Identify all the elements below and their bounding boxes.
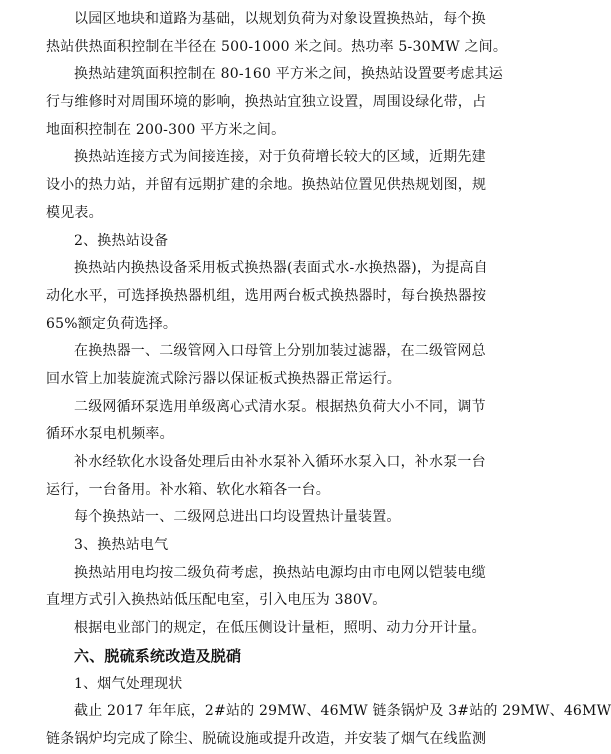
paragraph-line: 热站供热面积控制在半径在 500-1000 米之间。热功率 5-30MW 之间。 <box>46 38 508 55</box>
paragraph-line: 循环水泵电机频率。 <box>46 426 174 443</box>
section-subheading: 1、烟气处理现状 <box>74 675 183 692</box>
paragraph-line: 直埋方式引入换热站低压配电室，引入电压为 380V。 <box>46 592 387 609</box>
paragraph-line: 换热站用电均按二级负荷考虑，换热站电源均由市电网以铠装电缆 <box>74 564 486 581</box>
paragraph-line: 运行，一台备用。补水箱、软化水箱各一台。 <box>46 481 330 498</box>
paragraph-line: 动化水平，可选择换热器机组，选用两台板式换热器时，每台换热器按 <box>46 287 487 304</box>
paragraph-line: 补水经软化水设备处理后由补水泵补入循环水泵入口，补水泵一台 <box>74 454 486 470</box>
paragraph-line: 回水管上加装旋流式除污器以保证板式换热器正常运行。 <box>46 370 401 387</box>
paragraph-line: 设小的热力站，并留有远期扩建的余地。换热站位置见供热规划图，规 <box>46 177 487 194</box>
paragraph-line: 根据电业部门的规定，在低压侧设计量柜，照明、动力分开计量。 <box>74 620 486 637</box>
paragraph-line: 以园区地块和道路为基础，以规划负荷为对象设置换热站，每个换 <box>74 11 486 27</box>
paragraph-line: 二级网循环泵选用单级离心式清水泵。根据热负荷大小不同，调节 <box>74 398 486 415</box>
paragraph-line: 链条锅炉均完成了除尘、脱硫设施或提升改造，并安装了烟气在线监测 <box>46 730 487 747</box>
paragraph-line: 在换热器一、二级管网入口母管上分别加装过滤器，在二级管网总 <box>74 343 486 360</box>
paragraph-line: 65%额定负荷选择。 <box>46 315 178 332</box>
paragraph-line: 换热站连接方式为间接连接，对于负荷增长较大的区域，近期先建 <box>74 149 486 166</box>
paragraph-line: 截止 2017 年年底，2#站的 29MW、46MW 链条锅炉及 3#站的 29MW、46MW <box>74 703 611 720</box>
paragraph-line: 换热站建筑面积控制在 80-160 平方米之间，换热站设置要考虑其运 <box>74 66 503 83</box>
paragraph-line: 行与维修时对周围环境的影响，换热站宜独立设置，周围设绿化带，占 <box>46 94 487 111</box>
paragraph-line: 每个换热站一、二级网总进出口均设置热计量装置。 <box>74 509 401 526</box>
paragraph-line: 地面积控制在 200-300 平方米之间。 <box>46 121 286 138</box>
paragraph-line: 模见表。 <box>46 204 103 221</box>
section-subheading: 2、换热站设备 <box>74 232 169 249</box>
section-subheading: 3、换热站电气 <box>74 537 169 554</box>
section-heading: 六、脱硫系统改造及脱硝 <box>74 646 242 665</box>
paragraph-line: 换热站内换热设备采用板式换热器(表面式水-水换热器)，为提高自 <box>74 260 488 277</box>
